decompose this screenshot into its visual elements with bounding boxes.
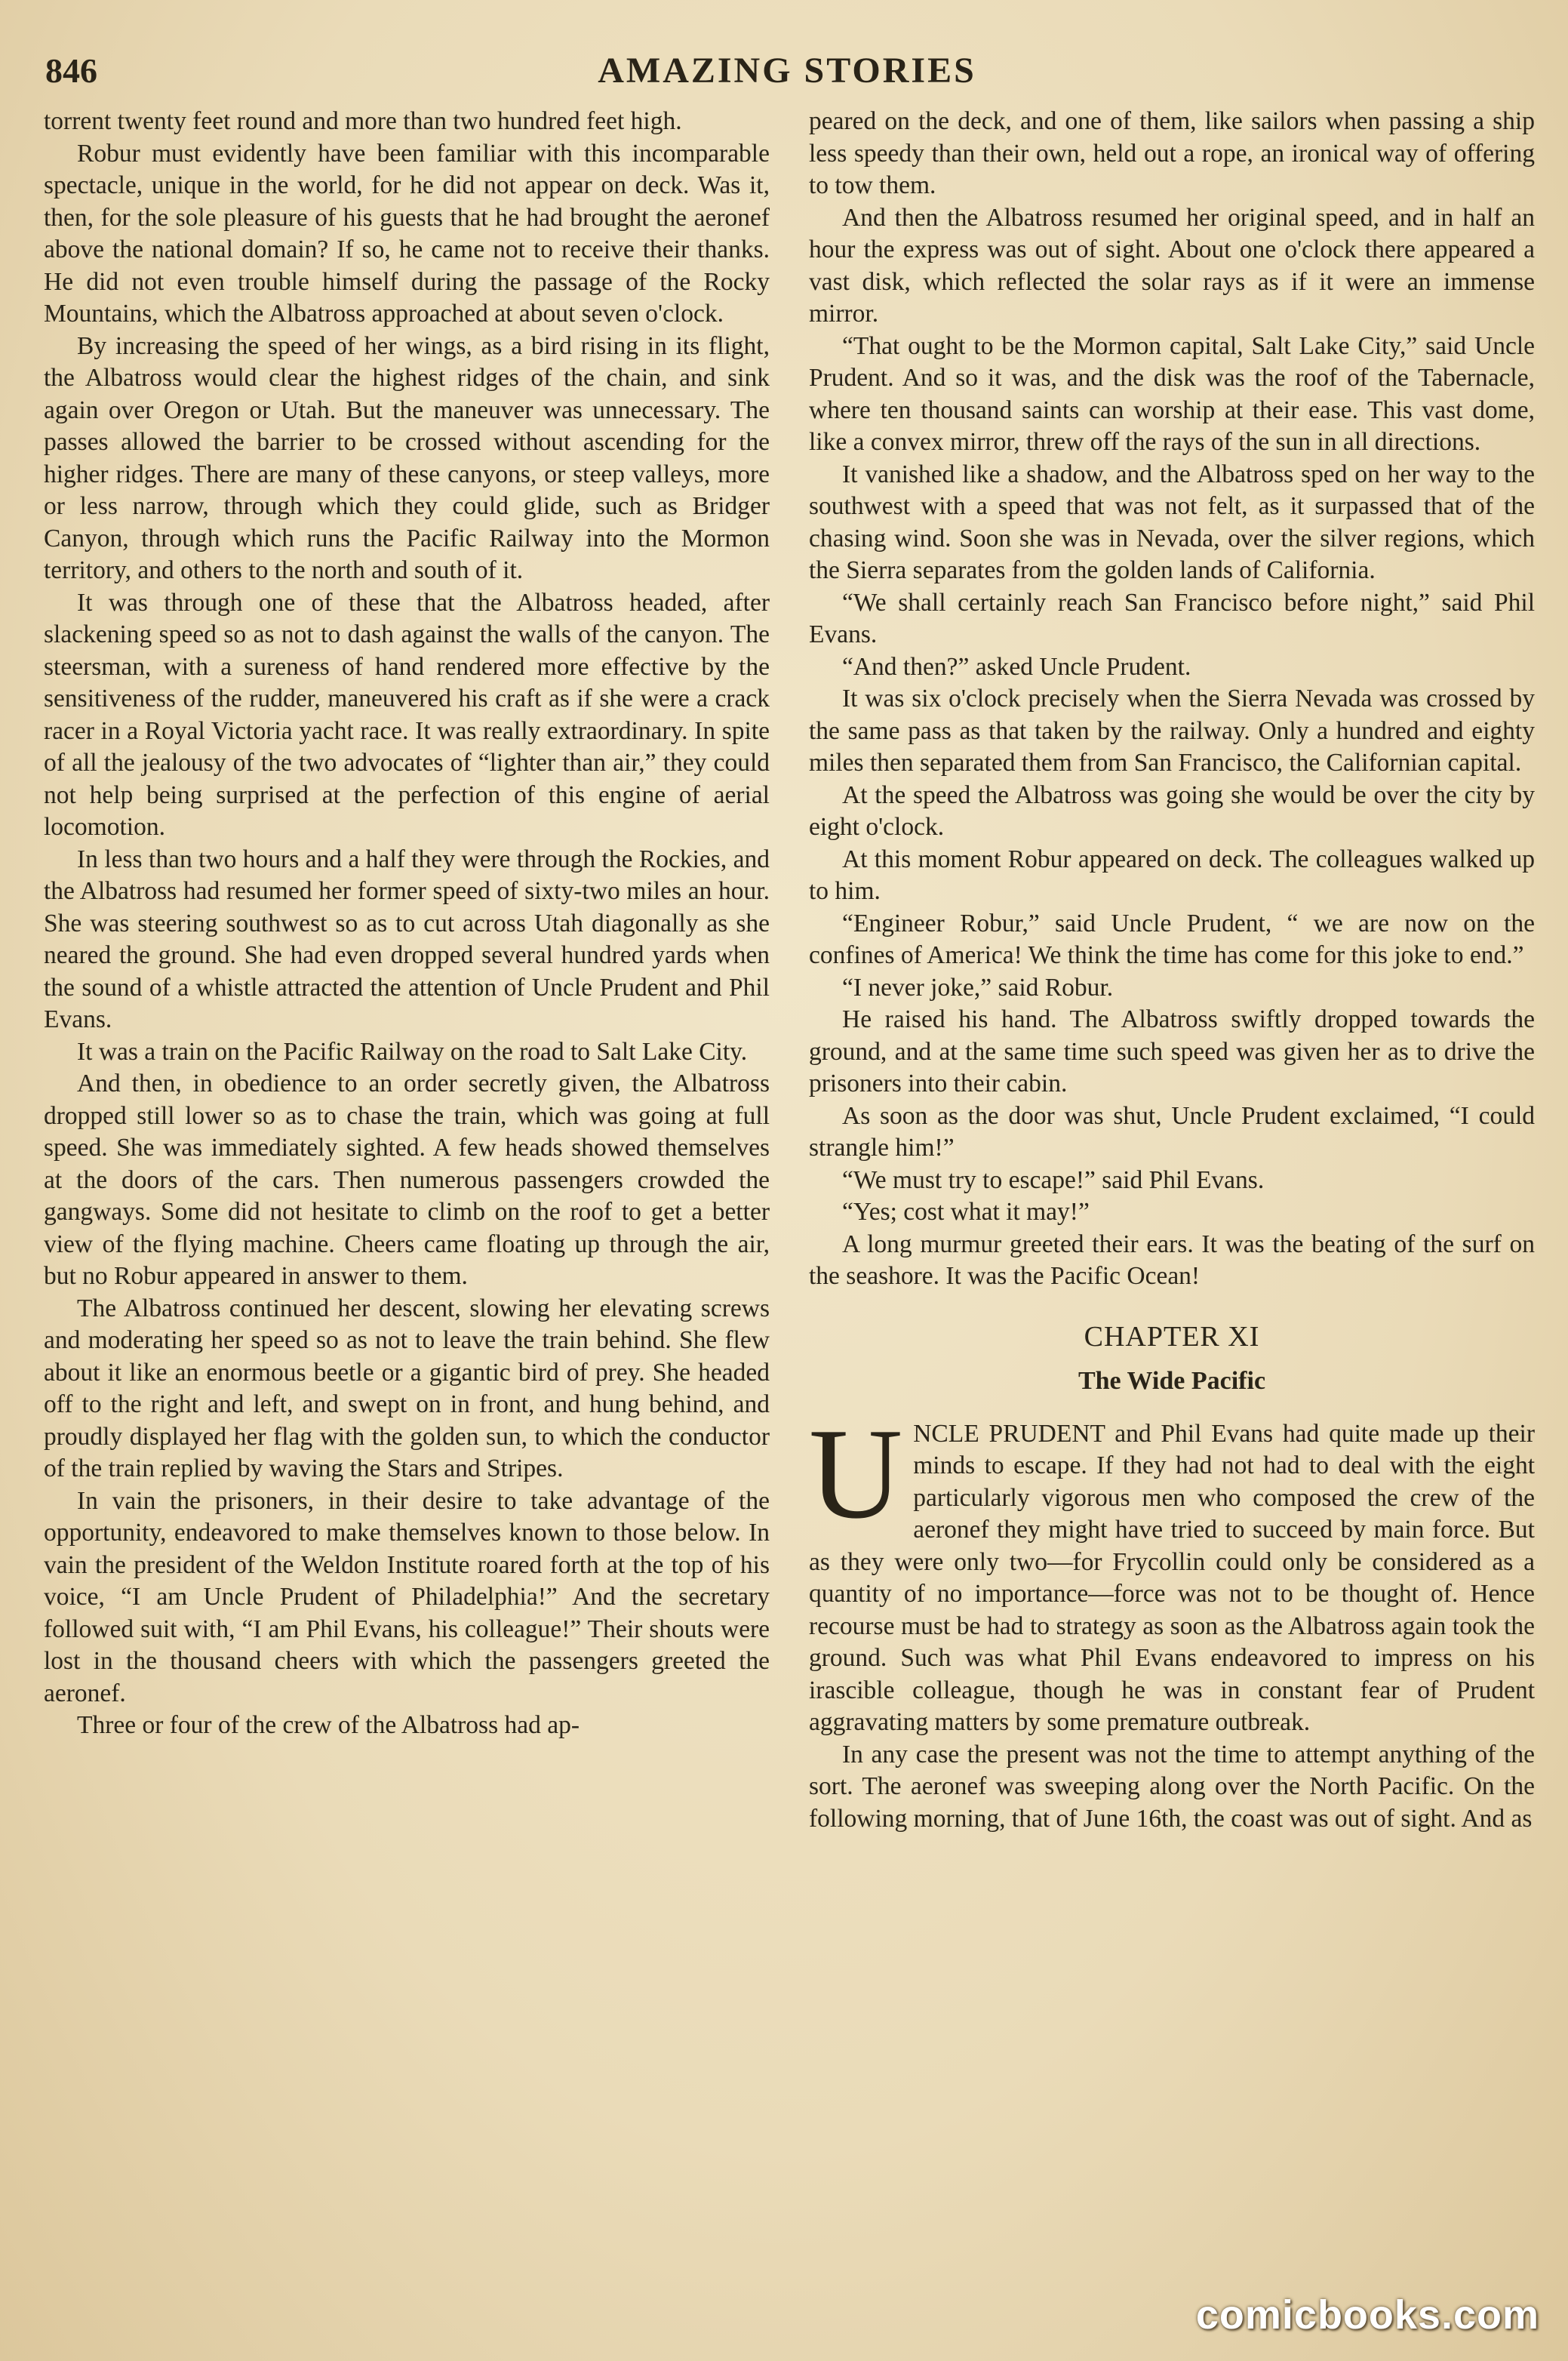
paragraph: “I never joke,” said Robur. <box>842 973 1114 1002</box>
paragraph: “Yes; cost what it may!” <box>842 1198 1090 1226</box>
page-number: 846 <box>45 51 97 90</box>
paragraph: At this moment Robur appeared on deck. The colleagues walked up to him. <box>809 845 1535 905</box>
paragraph: “We must try to escape!” said Phil Evans. <box>842 1165 1265 1194</box>
paragraph: In vain the prisoners, in their desire to take advantage of the opportunity, endeavored to make themselves known to those below. In vain the president of the Weldon Institute roared forth at the top of his voice, “I am Uncle Prudent of Philadelphia!” And the secretary followed suit with, “I am Phil Evans, his colleague!” Their shouts were lost in the thousand cheers with which the passengers greeted the aeronef. <box>44 1486 770 1707</box>
paragraph: He raised his hand. The Albatross swiftly dropped towards the ground, and at the same time such speed was given her as to drive the prisoners into their cabin. <box>809 1005 1535 1097</box>
chapter-subtitle: The Wide Pacific <box>1078 1366 1266 1395</box>
page-header <box>45 42 1529 100</box>
paragraph: “Engineer Robur,” said Uncle Prudent, “ we are now on the confines of America! We think the time has come for this joke to end.” <box>809 909 1535 969</box>
paragraph: It was a train on the Pacific Railway on the road to Salt Lake City. <box>77 1037 748 1066</box>
chapter-heading: CHAPTER XI <box>1084 1320 1260 1353</box>
paragraph: At the speed the Albatross was going she would be over the city by eight o'clock. <box>809 780 1535 841</box>
paragraph: And then the Albatross resumed her original speed, and in half an hour the express was out of sight. About one o'clock there appeared a vast disk, which reflected the solar rays as if it were an immense mirror. <box>809 203 1535 328</box>
watermark: comicbooks.com <box>1195 2292 1539 2338</box>
paragraph: Robur must evidently have been familiar with this incomparable spectacle, unique in the world, for he did not appear on deck. Was it, then, for the sole pleasure of his guests that he had brought the aeronef above the national domain? If so, he came not to receive their thanks. He did not even trouble himself during the passage of the Rocky Mountains, which the Albatross approached at about seven o'clock. <box>44 139 770 328</box>
paragraph: And then, in obedience to an order secretly given, the Albatross dropped still lower so as to chase the train, which was going at full speed. She was immediately sighted. A few heads showed themselves at the doors of the cars. Then numerous passengers crowded the gangways. Some did not hesitate to climb on the roof to get a better view of the flying machine. Cheers came floating up through the air, but no Robur appeared in answer to them. <box>44 1070 770 1290</box>
left-column <box>44 106 770 2340</box>
paragraph: It was through one of these that the Albatross headed, after slackening speed so as not to dash against the walls of the canyon. The steersman, with a sureness of hand rendered more effective by the sensitiveness of the rudder, maneuvered his craft as if she were a crack racer in a Royal Victoria yacht race. It was really extraordinary. In spite of all the jealousy of the two advocates of “lighter than air,” they could not help being surprised at the perfection of this engine of aerial locomotion. <box>44 588 770 841</box>
paragraph: “That ought to be the Mormon capital, Salt Lake City,” said Uncle Prudent. And so it was, and the disk was the roof of the Tabernacle, where ten thousand saints can worship at their ease. This vast dome, like a convex mirror, threw off the rays of the sun in all directions. <box>809 331 1535 456</box>
running-title: AMAZING STORIES <box>598 51 976 91</box>
chapter-lead-paragraph <box>809 1402 1535 1739</box>
paragraph: “We shall certainly reach San Francisco before night,” said Phil Evans. <box>809 588 1535 648</box>
paragraph: peared on the deck, and one of them, like sailors when passing a ship less speedy than their own, held out a rope, an ironical way of offering to tow them. <box>809 107 1535 199</box>
drop-cap: U <box>809 1402 903 1546</box>
paragraph: A long murmur greeted their ears. It was the beating of the surf on the seashore. It was the Pacific Ocean! <box>809 1230 1535 1290</box>
paragraph: Three or four of the crew of the Albatross had ap- <box>77 1711 580 1739</box>
lead-text: NCLE PRUDENT and Phil Evans had quite made up their minds to escape. If they had not had to deal with the eight particularly vigorous men who composed the crew of the aeronef they might have tried to succeed by main force. But as they were only two—for Frycollin could only be considered as a quantity of no importance—force was not to be thought of. Hence recourse must be had to strategy as soon as the Albatross again took the ground. Such was what Phil Evans endeavored to impress on his irascible colleague, though he was in constant fear of Prudent aggravating matters by some premature outbreak. <box>809 1419 1535 1736</box>
paragraph: “And then?” asked Uncle Prudent. <box>842 652 1191 681</box>
paragraph: It was six o'clock precisely when the Sierra Nevada was crossed by the same pass as that taken by the railway. Only a hundred and eighty miles then separated them from San Francisco, the Californian capital. <box>809 685 1535 777</box>
paragraph: By increasing the speed of her wings, as a bird rising in its flight, the Albatross would clear the highest ridges of the chain, and sink again over Oregon or Utah. But the maneuver was unnecessary. The passes allowed the barrier to be crossed without ascending for the higher ridges. There are many of these canyons, or steep valleys, more or less narrow, through which they could glide, such as Bridger Canyon, through which runs the Pacific Railway into the Mormon territory, and others to the north and south of it. <box>44 331 770 584</box>
right-column <box>809 106 1535 2340</box>
paragraph: It vanished like a shadow, and the Albatross sped on her way to the southwest with a speed that was not felt, as it surpassed that of the chasing wind. Soon she was in Nevada, over the silver regions, which the Sierra separates from the golden lands of California. <box>809 460 1535 584</box>
paragraph: torrent twenty feet round and more than two hundred feet high. <box>44 107 682 135</box>
paragraph: In less than two hours and a half they were through the Rockies, and the Albatross had resumed her former speed of sixty-two miles an hour. She was steering southwest so as to cut across Utah diagonally as she neared the ground. She had even dropped several hundred yards when the sound of a whistle attracted the attention of Uncle Prudent and Phil Evans. <box>44 845 770 1033</box>
paragraph: In any case the present was not the time to attempt anything of the sort. The aeronef was sweeping along over the North Pacific. On the following morning, that of June 16th, the coast was out of sight. And as <box>809 1740 1535 1833</box>
paragraph: The Albatross continued her descent, slowing her elevating screws and moderating her speed so as not to leave the train behind. She flew about it like an enormous beetle or a gigantic bird of prey. She headed off to the right and left, and swept on in front, and hung behind, and proudly displayed her flag with the golden sun, to which the conductor of the train replied by waving the Stars and Stripes. <box>44 1294 770 1482</box>
paragraph: As soon as the door was shut, Uncle Prudent exclaimed, “I could strangle him!” <box>809 1101 1535 1162</box>
